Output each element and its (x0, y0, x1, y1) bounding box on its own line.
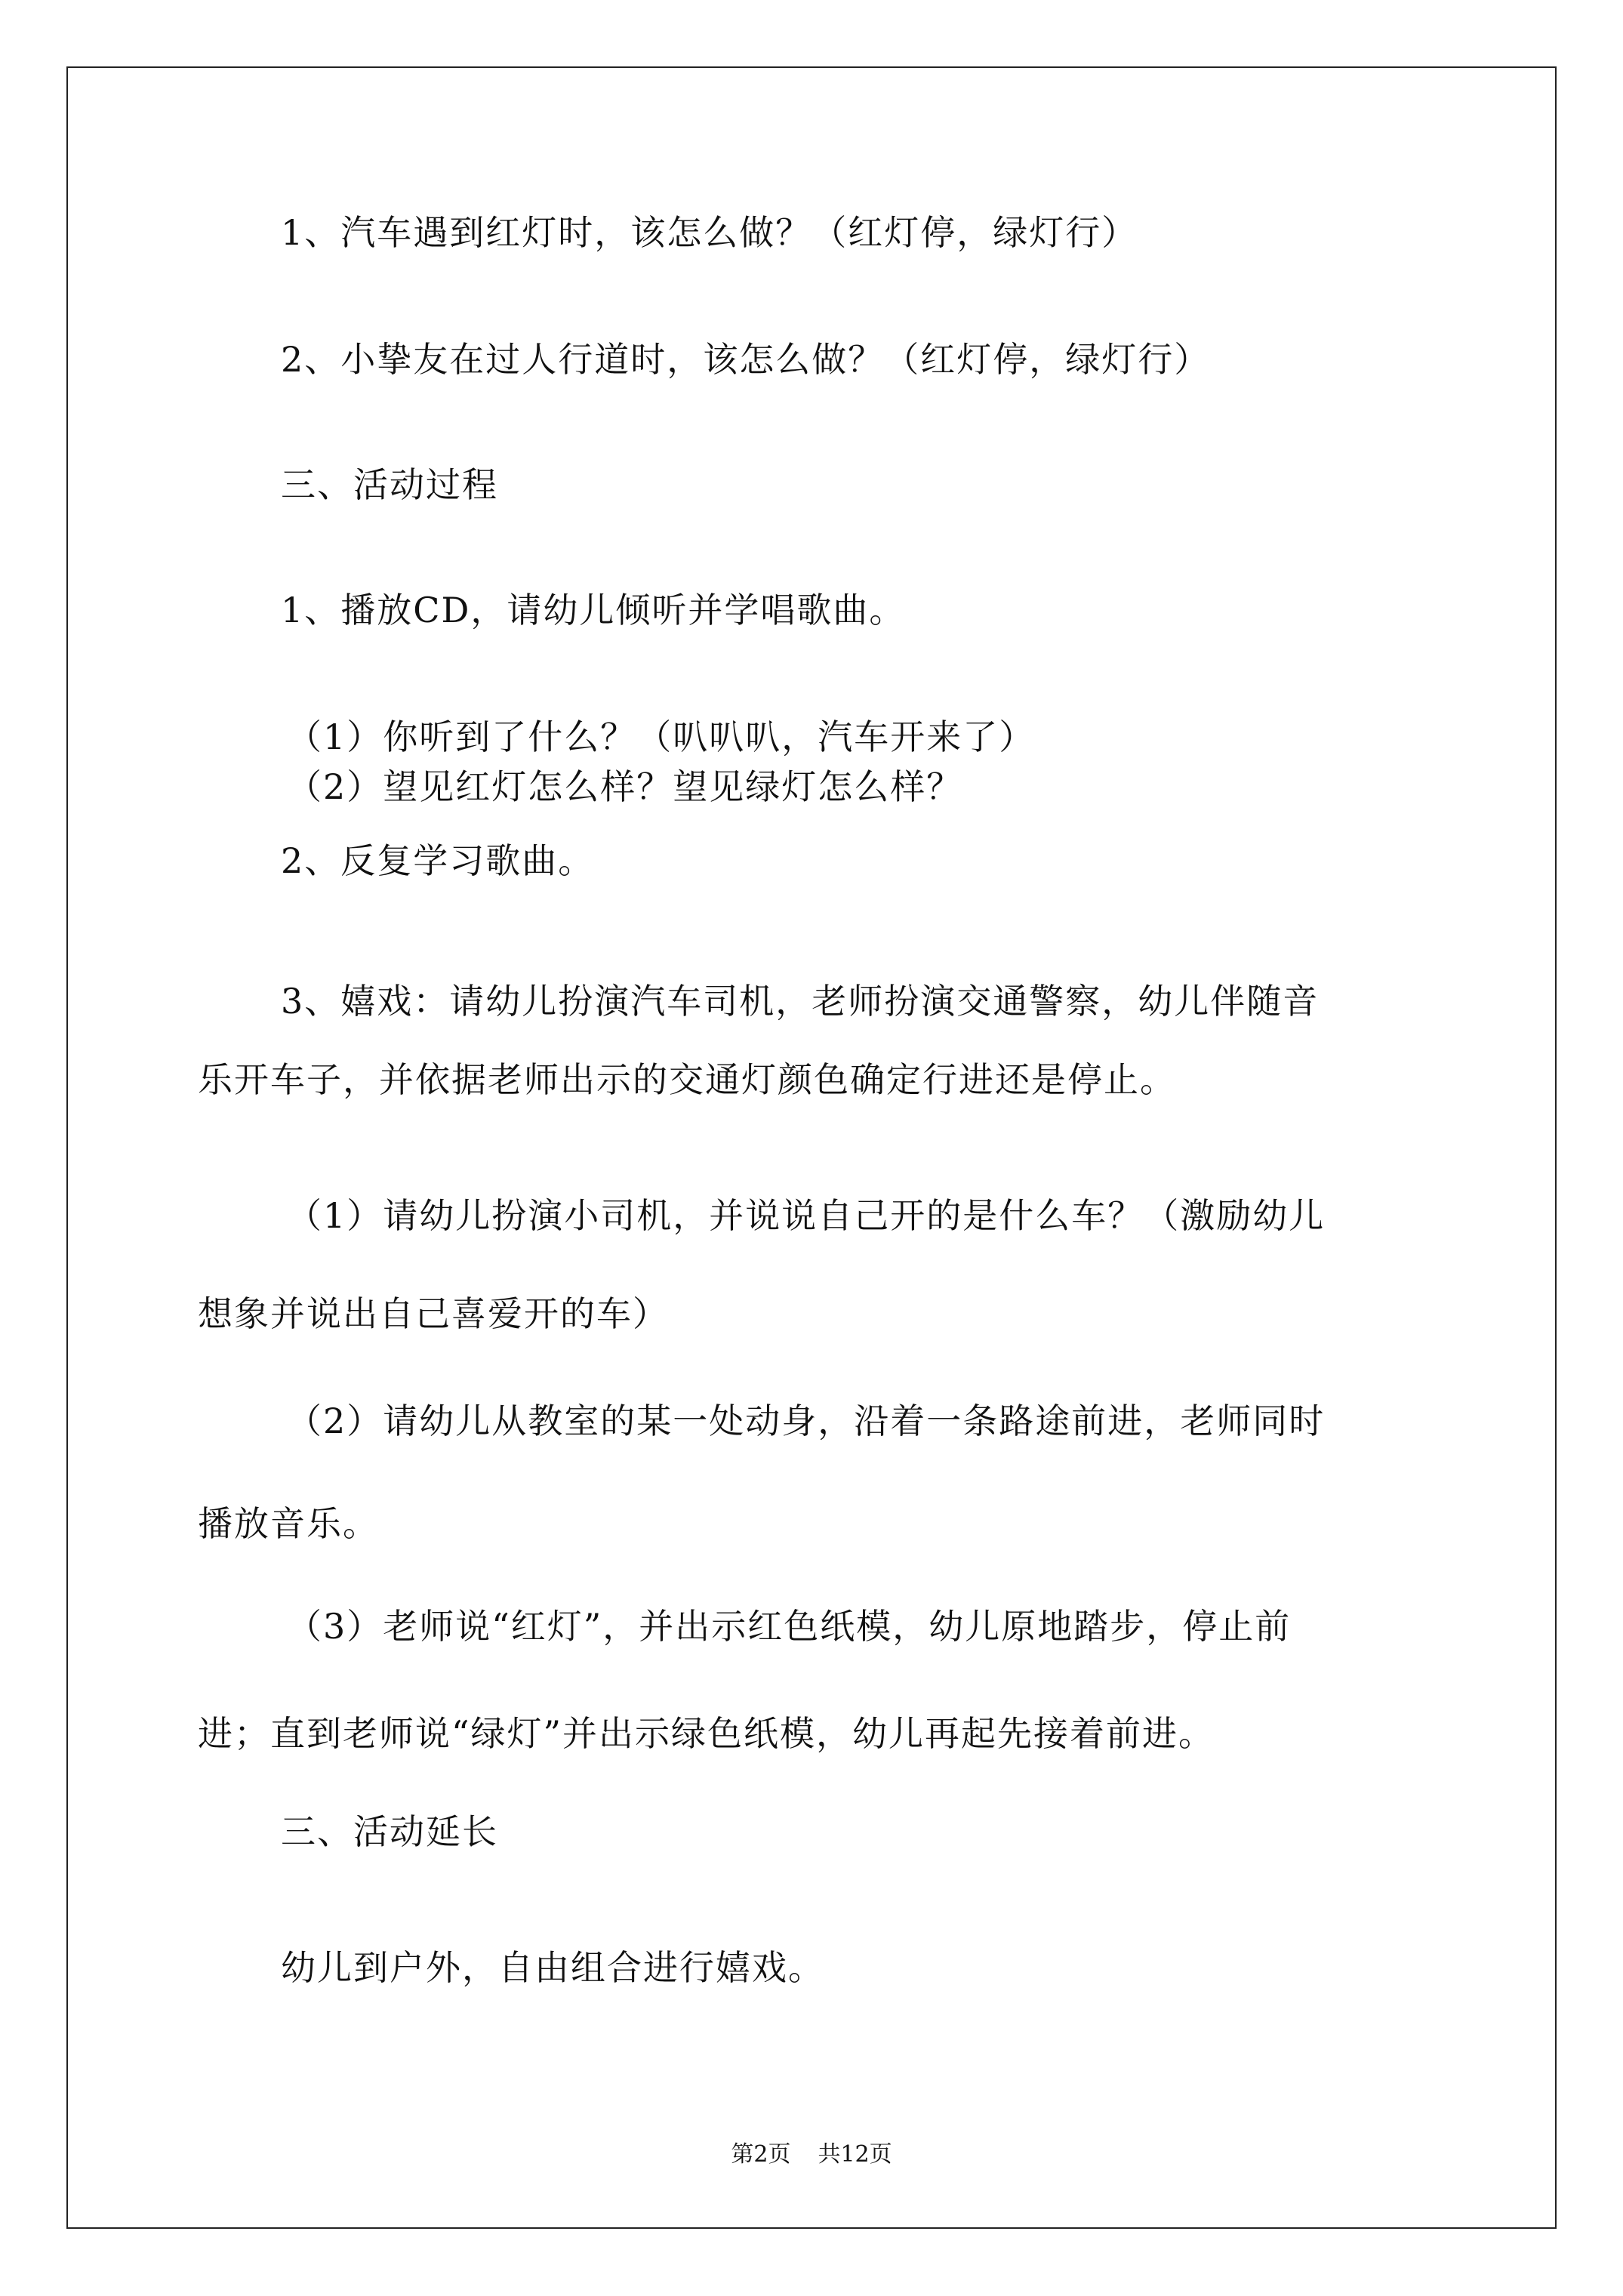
section-heading: 三、活动过程 (281, 464, 498, 505)
text-line: 乐开车子，并依据老师出示的交通灯颜色确定行进还是停止。 (198, 1059, 1176, 1100)
text-line: （2）请幼儿从教室的某一处动身，沿着一条路途前进，老师同时 (287, 1401, 1326, 1441)
text-line: 3、嬉戏：请幼儿扮演汽车司机，老师扮演交通警察，幼儿伴随音 (281, 981, 1320, 1022)
text-line: 播放音乐。 (198, 1503, 379, 1544)
text-line: 1、汽车遇到红灯时，该怎么做？（红灯停，绿灯行） (281, 212, 1138, 253)
text-line: （1）你听到了什么？（叭叭叭，汽车开来了） (287, 717, 1036, 757)
text-line: 1、播放CD，请幼儿倾听并学唱歌曲。 (281, 590, 906, 630)
section-heading: 三、活动延长 (281, 1811, 498, 1852)
text-line: 幼儿到户外，自由组合进行嬉戏。 (281, 1947, 824, 1988)
text-line: （3）老师说“红灯”，并出示红色纸模，幼儿原地踏步，停止前 (287, 1606, 1292, 1647)
text-line: 想象并说出自己喜爱开的车） (198, 1293, 669, 1334)
text-line: （2）望见红灯怎么样？望见绿灯怎么样？ (287, 766, 963, 807)
page-total: 共12页 (818, 2141, 892, 2168)
page-border (66, 66, 1557, 2229)
text-line: 2、小挚友在过人行道时，该怎么做？（红灯停，绿灯行） (281, 339, 1211, 380)
text-line: 2、反复学习歌曲。 (281, 840, 595, 881)
text-line: （1）请幼儿扮演小司机，并说说自己开的是什么车？（激励幼儿 (287, 1195, 1326, 1236)
page-footer (0, 2140, 1623, 2170)
page-number: 第2页 (731, 2141, 791, 2168)
text-line: 进；直到老师说“绿灯”并出示绿色纸模，幼儿再起先接着前进。 (198, 1713, 1215, 1754)
